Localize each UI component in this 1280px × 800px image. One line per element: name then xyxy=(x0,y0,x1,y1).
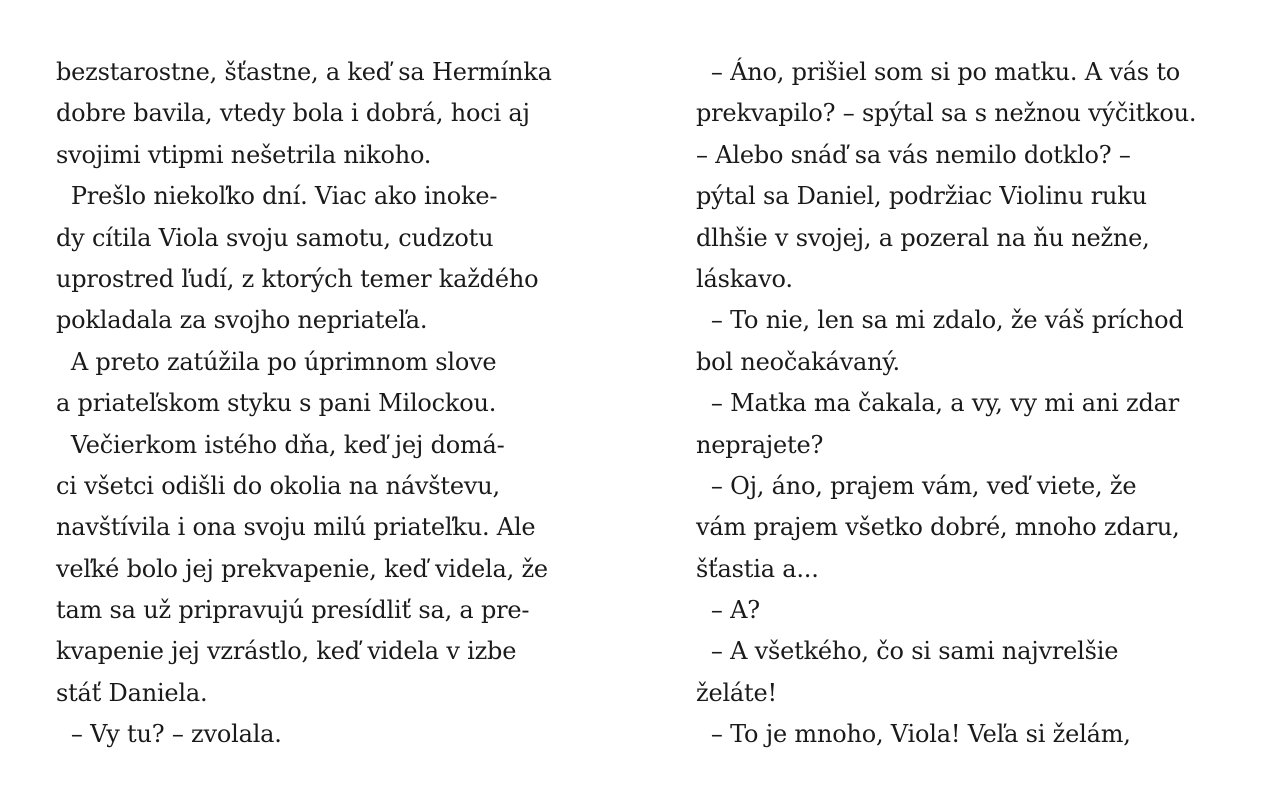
text-line: svojimi vtipmi nešetrila nikoho. xyxy=(56,140,432,169)
text-line: bol neočakávaný. xyxy=(696,347,900,376)
text-line: dy cítila Viola svoju samotu, cudzotu xyxy=(56,223,494,252)
text-line: – A všetkého, čo si sami najvrelšie xyxy=(696,637,1119,666)
text-line: ci všetci odišli do okolia na návštevu, xyxy=(56,471,500,500)
text-line: bezstarostne, šťastne, a keď sa Hermínka xyxy=(56,58,552,86)
text-line: Večierkom istého dňa, keď jej domá- xyxy=(56,430,505,459)
text-line: prekvapilo? – spýtal sa s nežnou výčitkou. xyxy=(696,99,1197,128)
text-line: dlhšie v svojej, a pozeral na ňu nežne, xyxy=(696,223,1150,252)
text-line: – To nie, len sa mi zdalo, že váš príchod xyxy=(696,306,1184,335)
text-line: – Alebo snáď sa vás nemilo dotklo? – xyxy=(696,140,1131,169)
text-line: neprajete? xyxy=(696,430,824,459)
text-line: – Matka ma čakala, a vy, vy mi ani zdar xyxy=(696,389,1180,418)
text-line: vám prajem všetko dobré, mnoho zdaru, xyxy=(696,513,1180,542)
text-line: šťastia a... xyxy=(696,554,819,583)
text-line: – Vy tu? – zvolala. xyxy=(56,720,282,749)
text-line: – Oj, áno, prajem vám, veď viete, že xyxy=(696,471,1137,500)
text-line: láskavo. xyxy=(696,264,793,293)
text-line: – To je mnoho, Viola! Veľa si želám, xyxy=(696,720,1131,749)
left-page-text xyxy=(56,52,596,756)
text-line: želáte! xyxy=(696,678,777,707)
text-line: uprostred ľudí, z ktorých temer každého xyxy=(56,264,539,293)
text-line: a priateľskom styku s pani Milockou. xyxy=(56,389,497,418)
text-line: – Áno, prišiel som si po matku. A vás to xyxy=(696,58,1181,86)
text-line: kvapenie jej vzrástlo, keď videla v izbe xyxy=(56,637,517,666)
text-line: dobre bavila, vtedy bola i dobrá, hoci aj xyxy=(56,99,530,128)
text-line: A preto zatúžila po úprimnom slove xyxy=(56,347,497,376)
text-line: pýtal sa Daniel, podržiac Violinu ruku xyxy=(696,182,1147,211)
right-page-text xyxy=(696,52,1236,756)
text-line: veľké bolo jej prekvapenie, keď videla, že xyxy=(56,554,548,583)
text-line: – A? xyxy=(696,596,760,625)
text-line: Prešlo niekoľko dní. Viac ako inoke- xyxy=(56,182,498,211)
text-line: tam sa už pripravujú presídliť sa, a pre- xyxy=(56,596,530,625)
text-line: navštívila i ona svoju milú priateľku. Ale xyxy=(56,513,536,542)
text-line: pokladala za svojho nepriateľa. xyxy=(56,306,428,335)
text-line: stáť Daniela. xyxy=(56,678,208,707)
